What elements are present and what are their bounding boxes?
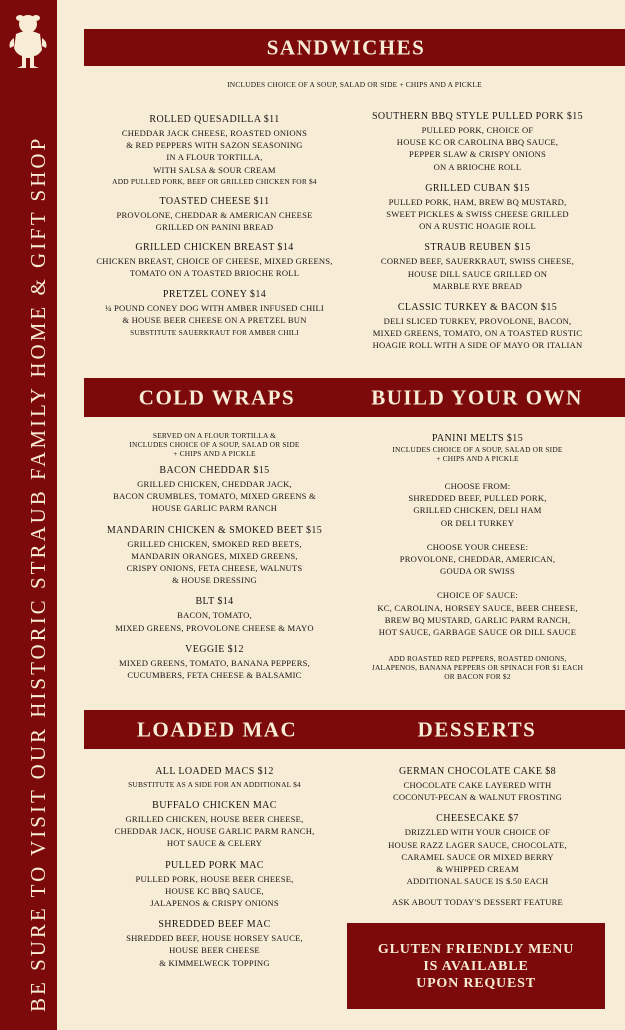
group-line: KC, CAROLINA, HORSEY SAUCE, BEER CHEESE, [377,602,578,613]
menu-item [83,595,346,633]
item-desc: CHEDDAR JACK CHEESE, ROASTED ONIONS [121,128,308,138]
addon-note: OR BACON FOR $2 [444,672,511,682]
wraps-build-banner [84,378,625,417]
sandwiches-left-column [83,113,346,339]
addon-note: JALAPENOS, BANANA PEPPERS OR SPINACH FOR $1 EACH [371,663,584,673]
sandwiches-banner [84,29,625,66]
item-desc: HOUSE GARLIC PARM RANCH [151,503,278,514]
group-line: SHREDDED BEEF, PULLED PORK, [408,493,547,504]
menu-item [355,812,600,887]
item-desc: ON A BRIOCHE ROLL [433,161,522,172]
group-heading: CHOOSE YOUR CHEESE: [426,541,529,552]
item-desc: HOUSE DILL SAUCE GRILLED ON [407,268,548,279]
item-title: CLASSIC TURKEY & BACON $15 [397,302,558,314]
sandwiches-heading: SANDWICHES [266,35,426,59]
item-title: GERMAN CHOCOLATE CAKE $8 [398,766,557,777]
option-group [355,541,600,578]
item-desc: HOT SAUCE & CELERY [166,838,263,849]
menu-item [355,765,600,803]
loaded-mac-heading: LOADED MAC [136,717,298,741]
item-title: BACON CHEDDAR $15 [159,465,270,476]
addon-note: ADD ROASTED RED PEPPERS, ROASTED ONIONS, [388,654,567,664]
item-desc: & RED PEPPERS WITH SAZON SEASONING [126,140,303,151]
item-desc: ¼ POUND CONEY DOG WITH AMBER INFUSED CHILI [105,302,324,313]
item-title: PULLED PORK MAC [165,859,264,871]
build-your-own-column [355,432,600,681]
item-desc: PROVOLONE, CHEDDAR & AMERICAN CHEESE [116,209,313,220]
item-desc: SHREDDED BEEF, HOUSE HORSEY SAUCE, [126,933,303,944]
item-desc: WITH SALSA & SOUR CREAM [153,164,276,175]
item-desc: ON A RUSTIC HOAGIE ROLL [419,221,536,232]
item-desc: HOUSE RAZZ LAGER SAUCE, CHOCOLATE, [388,839,567,850]
cold-wraps-column [83,431,346,681]
item-desc: MIXED GREENS, TOMATO, ON A TOASTED RUSTIC [372,328,583,339]
gluten-line: GLUTEN FRIENDLY MENU [377,941,575,957]
group-line: OR DELI TURKEY [440,517,515,528]
menu-item [83,195,346,233]
mac-note: SUBSTITUTE AS A SIDE FOR AN ADDITIONAL $4 [128,780,301,789]
group-heading: CHOICE OF SAUCE: [436,590,519,601]
item-desc: CARAMEL SAUCE OR MIXED BERRY [401,851,554,862]
sandwiches-note: INCLUDES CHOICE OF A SOUP, SALAD OR SIDE + CHIPS AND A PICKLE [227,80,482,89]
menu-item [355,182,600,233]
item-note: SUBSTITUTE SAUERKRAUT FOR AMBER CHILI [130,328,299,338]
build-your-own-heading: BUILD YOUR OWN [371,385,583,409]
desserts-column [355,765,600,909]
item-title: MANDARIN CHICKEN & SMOKED BEET $15 [106,524,323,536]
group-line: BREW BQ MUSTARD, GARLIC PARM RANCH, [384,614,571,625]
item-title: ROLLED QUESADILLA $11 [149,114,280,125]
item-title: SOUTHERN BBQ STYLE PULLED PORK $15 [371,111,584,122]
item-desc: BACON, TOMATO, [177,610,252,621]
item-title: BLT $14 [195,596,234,608]
item-desc: CHICKEN BREAST, CHOICE OF CHEESE, MIXED GREENS, [96,256,333,267]
item-desc: GRILLED CHICKEN, SMOKED RED BEETS, [127,538,302,549]
item-desc: MIXED GREENS, TOMATO, BANANA PEPPERS, [118,657,310,668]
mac-title: ALL LOADED MACS $12 [155,766,274,777]
item-title: VEGGIE $12 [185,643,244,655]
item-title: TOASTED CHEESE $11 [159,195,270,207]
menu-item [83,288,346,339]
menu-item [83,799,346,850]
menu-item [355,301,600,352]
option-group [355,480,600,529]
panini-title: PANINI MELTS $15 [431,433,524,444]
item-title: STRAUB REUBEN $15 [424,242,531,254]
menu-item [83,918,346,969]
gluten-line: IS AVAILABLE [423,958,529,974]
wraps-note: INCLUDES CHOICE OF A SOUP, SALAD OR SIDE [129,440,300,449]
item-desc: GRILLED CHICKEN, HOUSE BEER CHEESE, [125,814,304,824]
item-desc: PEPPER SLAW & CRISPY ONIONS [409,149,546,160]
gluten-line: UPON REQUEST [416,975,536,991]
menu-item [83,859,346,910]
item-desc: COCONUT-PECAN & WALNUT FROSTING [392,792,563,803]
sidebar-promo-text: BE SURE TO VISIT OUR HISTORIC STRAUB FAMILY HOME & GIFT SHOP [26,135,50,1012]
group-heading: CHOOSE FROM: [444,481,511,491]
menu-item [355,110,600,173]
menu-item [83,643,346,681]
item-desc: PULLED PORK, CHOICE OF [421,125,534,135]
menu-item [355,241,600,292]
item-note: ADD PULLED PORK, BEEF OR GRILLED CHICKEN FOR $4 [112,176,317,186]
gluten-friendly-notice [347,923,605,1009]
item-desc: & WHIPPED CREAM [436,864,519,875]
item-title: BUFFALO CHICKEN MAC [152,800,277,811]
desserts-heading: DESSERTS [417,717,537,741]
item-desc: CHOCOLATE CAKE LAYERED WITH [403,780,552,790]
item-desc: HOUSE KC OR CAROLINA BBQ SAUCE, [396,137,559,148]
menu-item [83,113,346,188]
item-desc: SWEET PICKLES & SWISS CHEESE GRILLED [386,209,569,220]
sandwiches-right-column [355,110,600,352]
sidebar [0,0,57,1030]
item-desc: CRISPY ONIONS, FETA CHEESE, WALNUTS [126,563,303,574]
item-desc: HOUSE BEER CHEESE [169,945,260,956]
item-desc: & KIMMELWECK TOPPING [159,957,270,968]
mac-desserts-banner [84,710,625,749]
mascot-logo-icon [8,12,48,70]
item-desc: CORNED BEEF, SAUERKRAUT, SWISS CHEESE, [380,256,575,267]
loaded-mac-column [83,765,346,969]
option-group [355,589,600,638]
item-desc: PULLED PORK, HOUSE BEER CHEESE, [135,873,294,884]
cold-wraps-heading: COLD WRAPS [138,385,296,409]
item-desc: IN A FLOUR TORTILLA, [166,152,263,163]
item-desc: DRIZZLED WITH YOUR CHOICE OF [404,827,551,838]
item-desc: & HOUSE BEER CHEESE ON A PRETZEL BUN [122,314,307,325]
panini-note: INCLUDES CHOICE OF A SOUP, SALAD OR SIDE [392,445,563,454]
item-desc: DELI SLICED TURKEY, PROVOLONE, BACON, [383,316,572,327]
item-desc: ADDITIONAL SAUCE IS $.50 EACH [406,876,549,887]
item-title: GRILLED CUBAN $15 [425,182,530,194]
item-title: GRILLED CHICKEN BREAST $14 [135,242,294,254]
dessert-feature-note: ASK ABOUT TODAY'S DESSERT FEATURE [392,897,563,908]
item-desc: MIXED GREENS, PROVOLONE CHEESE & MAYO [115,622,314,633]
item-desc: BACON CRUMBLES, TOMATO, MIXED GREENS & [113,491,316,502]
wraps-note: + CHIPS AND A PICKLE [173,449,256,458]
group-line: GRILLED CHICKEN, DELI HAM [413,505,542,516]
item-desc: JALAPENOS & CRISPY ONIONS [150,898,279,909]
item-desc: & HOUSE DRESSING [172,575,257,586]
item-desc: MARBLE RYE BREAD [432,280,523,291]
menu-item [83,464,346,515]
item-desc: GRILLED CHICKEN, CHEDDAR JACK, [137,479,292,489]
group-line: HOT SAUCE, GARBAGE SAUCE OR DILL SAUCE [378,627,577,638]
item-title: SHREDDED BEEF MAC [158,919,271,931]
item-desc: CUCUMBERS, FETA CHEESE & BALSAMIC [127,670,302,681]
item-title: PRETZEL CONEY $14 [162,288,267,300]
panini-note: + CHIPS AND A PICKLE [436,454,519,463]
menu-item [83,241,346,279]
item-desc: TOMATO ON A TOASTED BRIOCHE ROLL [129,268,300,279]
item-desc: CHEDDAR JACK, HOUSE GARLIC PARM RANCH, [114,826,315,837]
item-desc: PULLED PORK, HAM, BREW BQ MUSTARD, [388,196,567,207]
group-line: GOUDA OR SWISS [440,566,515,577]
item-desc: HOUSE KC BBQ SAUCE, [165,885,264,896]
wraps-note: SERVED ON A FLOUR TORTILLA & [152,431,277,440]
item-desc: MANDARIN ORANGES, MIXED GREENS, [131,550,298,561]
group-line: PROVOLONE, CHEDDAR, AMERICAN, [399,554,556,565]
menu-item [83,524,346,587]
item-title: CHEESECAKE $7 [436,813,519,825]
item-desc: HOAGIE ROLL WITH A SIDE OF MAYO OR ITALIAN [372,340,583,351]
item-desc: GRILLED ON PANINI BREAD [155,222,274,233]
